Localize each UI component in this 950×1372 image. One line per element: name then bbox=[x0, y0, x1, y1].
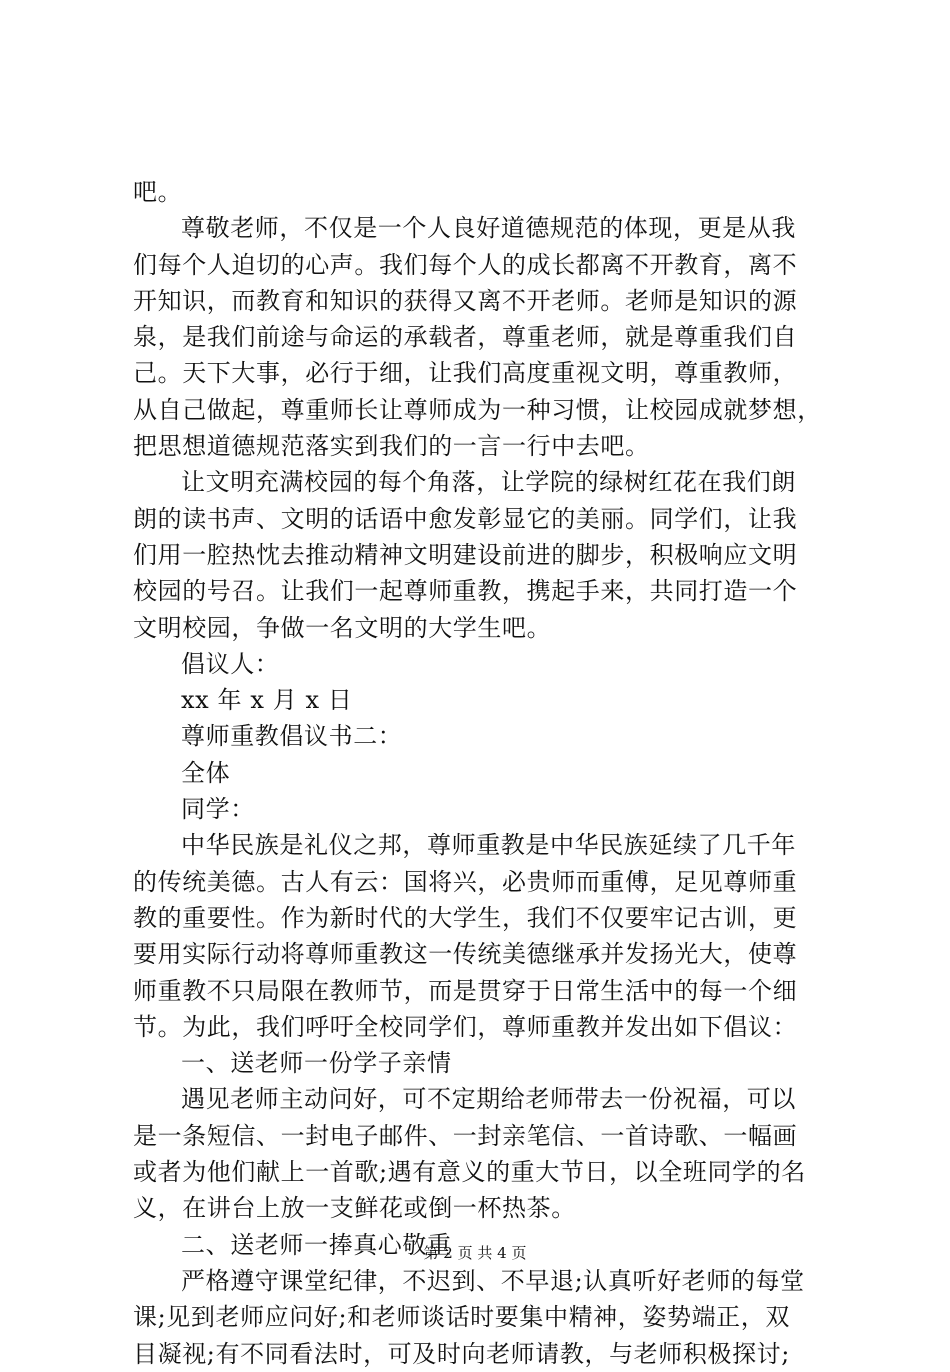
text-line: 校园的号召。让我们一起尊师重教，携起手来，共同打造一个 bbox=[133, 577, 798, 606]
text-line: 吧。 bbox=[133, 178, 183, 206]
text-line: 的传统美德。古人有云：国将兴，必贵师而重傅，足见尊师重 bbox=[133, 867, 798, 896]
text-line: 义，在讲台上放一支鲜花或倒一杯热茶。 bbox=[133, 1194, 576, 1223]
text-line: 严格遵守课堂纪律，不迟到、不早退;认真听好老师的每堂 bbox=[181, 1266, 805, 1295]
text-line: 中华民族是礼仪之邦，尊师重教是中华民族延续了几千年 bbox=[181, 831, 796, 860]
text-line: 开知识，而教育和知识的获得又离不开老师。老师是知识的源 bbox=[133, 286, 798, 315]
text-line: 或者为他们献上一首歌;遇有意义的重大节日，以全班同学的名 bbox=[133, 1158, 806, 1187]
text-line: 同学： bbox=[181, 795, 255, 824]
text-line: 是一条短信、一封电子邮件、一封亲笔信、一首诗歌、一幅画 bbox=[133, 1121, 798, 1150]
text-line: 们用一腔热忱去推动精神文明建设前进的脚步，积极响应文明 bbox=[133, 540, 798, 569]
text-line: 己。天下大事，必行于细，让我们高度重视文明，尊重教师， bbox=[133, 359, 798, 388]
text-line: 全体 bbox=[181, 758, 231, 787]
text-line: 要用实际行动将尊师重教这一传统美德继承并发扬光大，使尊 bbox=[133, 940, 798, 969]
text-line: 目凝视;有不同看法时，可及时向老师请教，与老师积极探讨; bbox=[133, 1339, 790, 1368]
document-body bbox=[133, 174, 833, 1372]
text-line: 尊敬老师，不仅是一个人良好道德规范的体现，更是从我 bbox=[181, 214, 796, 243]
text-line: 遇见老师主动问好，可不定期给老师带去一份祝福，可以 bbox=[181, 1085, 796, 1114]
text-line: 尊师重教倡议书二： bbox=[181, 722, 403, 751]
text-line: 节。为此，我们呼吁全校同学们，尊师重教并发出如下倡议： bbox=[133, 1012, 798, 1041]
text-line: 文明校园，争做一名文明的大学生吧。 bbox=[133, 613, 552, 642]
text-line: 从自己做起，尊重师长让尊师成为一种习惯，让校园成就梦想， bbox=[133, 395, 822, 424]
text-line: 一、送老师一份学子亲情 bbox=[181, 1049, 452, 1078]
text-line: 师重教不只局限在教师节，而是贯穿于日常生活中的每一个细 bbox=[133, 976, 798, 1005]
page-footer: 第 2 页 共 4 页 bbox=[423, 1244, 527, 1262]
text-line: 把思想道德规范落实到我们的一言一行中去吧。 bbox=[133, 432, 650, 461]
text-line: 朗的读书声、文明的话语中愈发彰显它的美丽。同学们，让我 bbox=[133, 504, 798, 533]
text-line: 让文明充满校园的每个角落，让学院的绿树红花在我们朗 bbox=[181, 468, 796, 497]
text-line: 们每个人迫切的心声。我们每个人的成长都离不开教育，离不 bbox=[133, 250, 798, 279]
text-line: 教的重要性。作为新时代的大学生，我们不仅要牢记古训，更 bbox=[133, 903, 798, 932]
text-line: 二、送老师一捧真心敬重 bbox=[181, 1230, 452, 1259]
text-line: 课;见到老师应问好;和老师谈话时要集中精神，姿势端正，双 bbox=[133, 1303, 790, 1332]
text-line: xx 年 x 月 x 日 bbox=[181, 686, 353, 715]
text-line: 泉，是我们前途与命运的承载者，尊重老师，就是尊重我们自 bbox=[133, 323, 798, 352]
text-line: 倡议人： bbox=[181, 649, 280, 678]
